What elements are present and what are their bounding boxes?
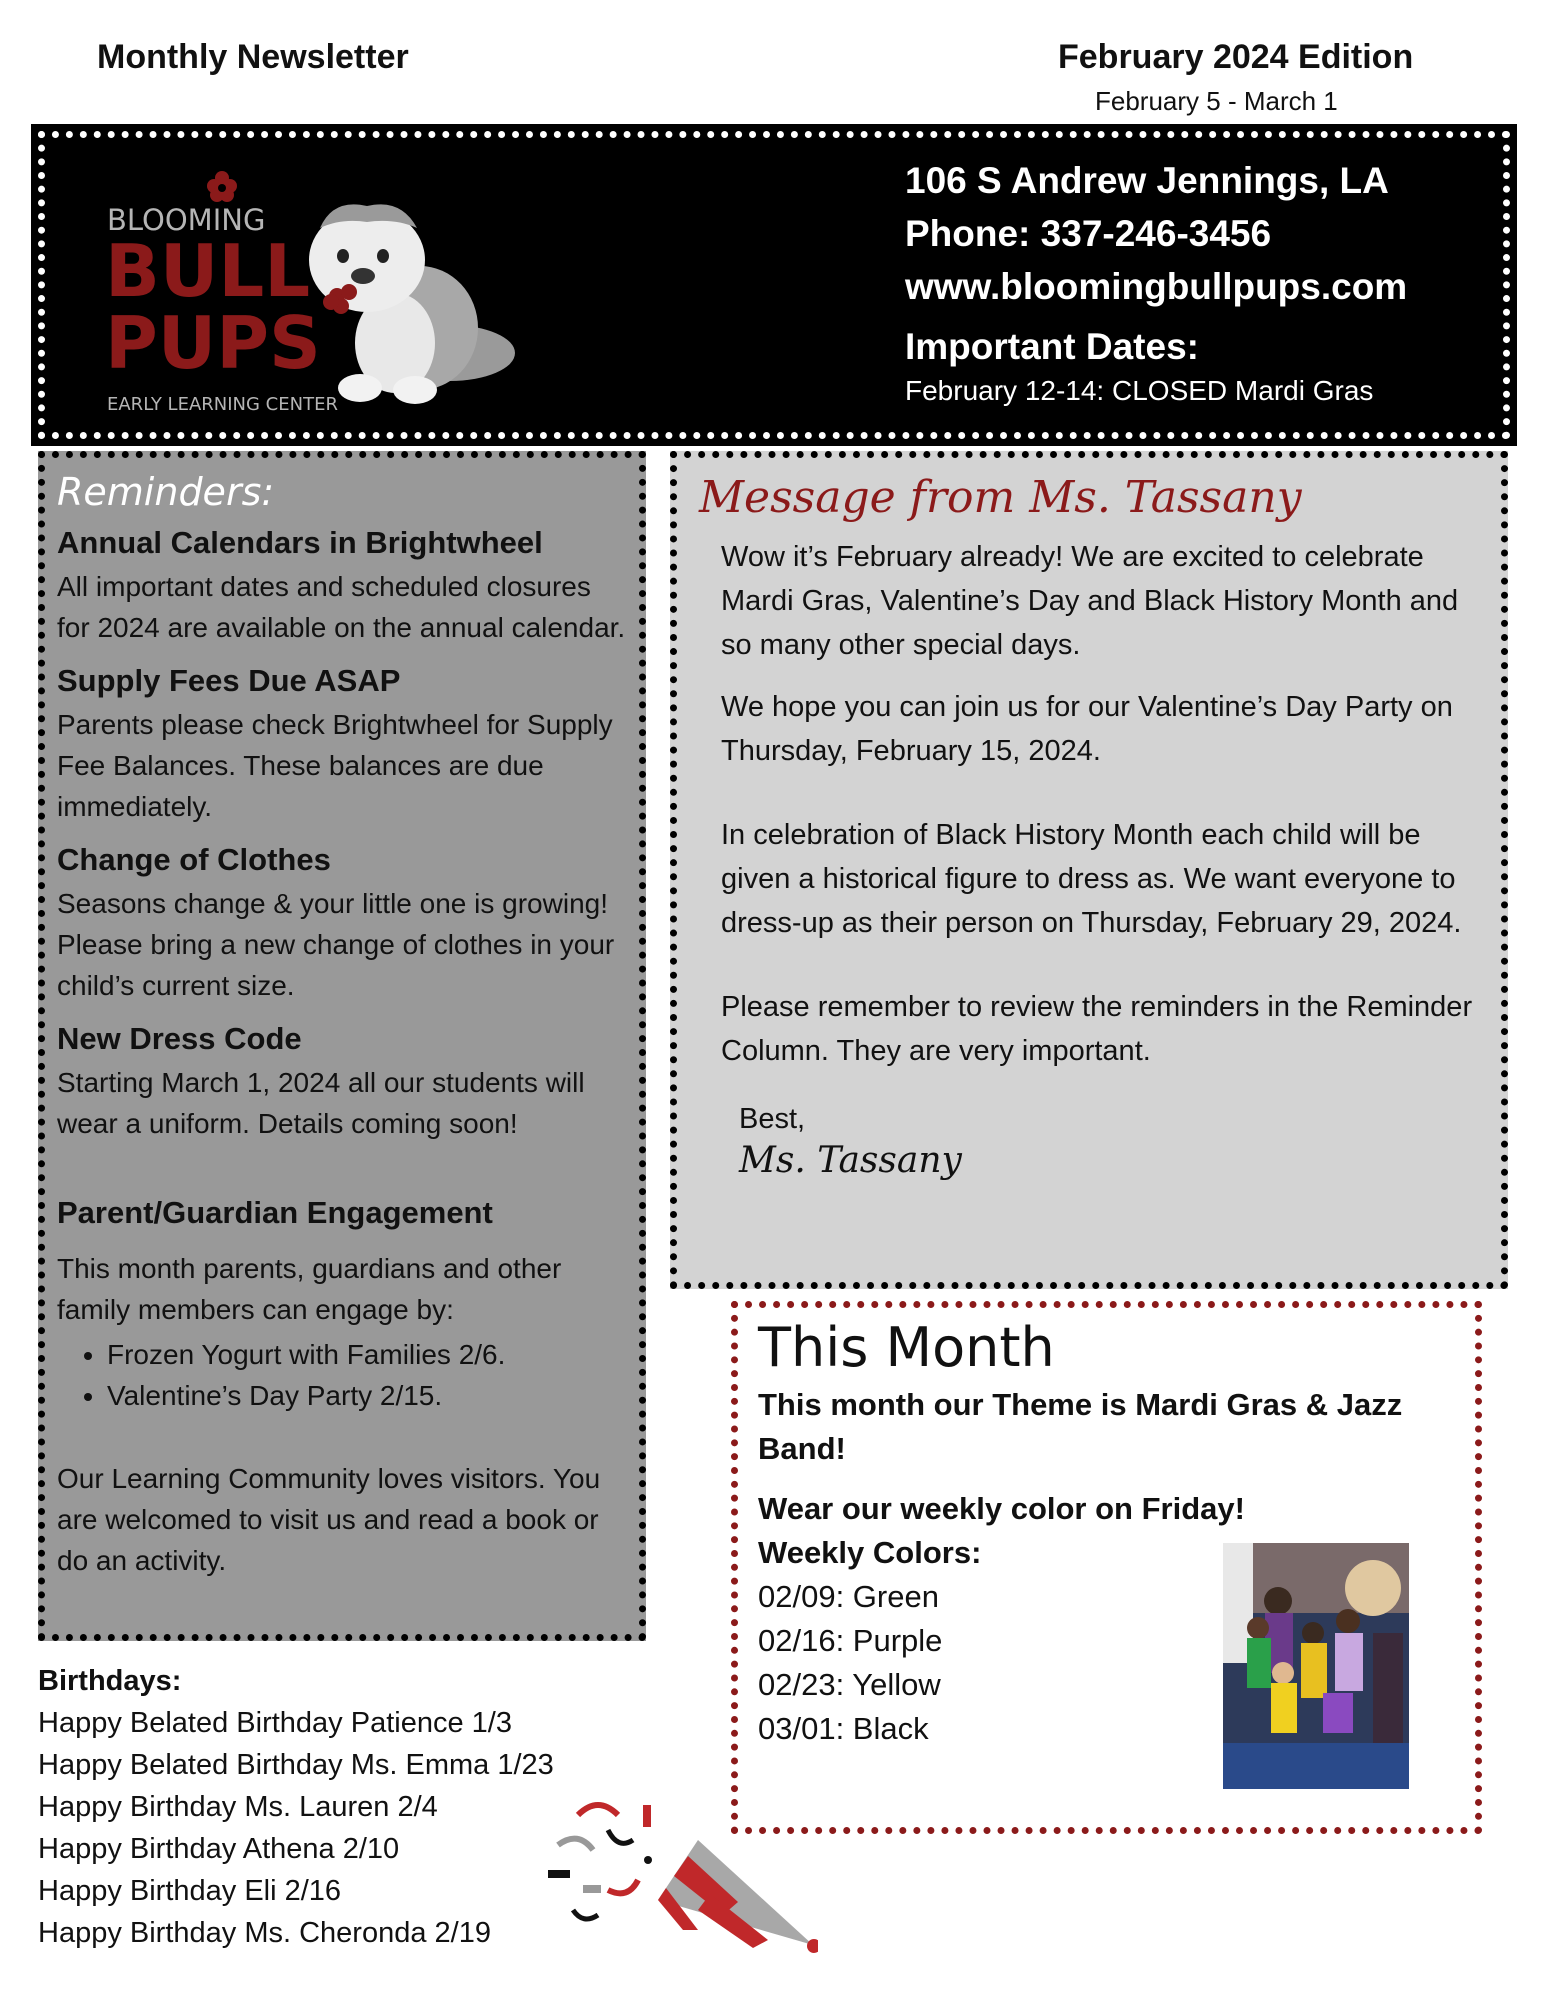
engagement-closing: Our Learning Community loves visitors. You are welcomed to visit us and read a book or do an activity. — [57, 1463, 601, 1576]
list-item: • Frozen Yogurt with Families 2/6. — [107, 1334, 629, 1375]
list-item: Happy Belated Birthday Patience 1/3 — [38, 1707, 512, 1739]
logo-top-text: BLOOMING — [107, 203, 266, 237]
birthdays-section — [38, 1660, 554, 1954]
edition-title: February 2024 Edition — [1058, 38, 1414, 76]
reminder-heading: Supply Fees Due ASAP — [57, 663, 401, 698]
message-column — [670, 451, 1508, 1289]
signature: Ms. Tassany — [739, 1140, 962, 1181]
reminder-body: All important dates and scheduled closures for 2024 are available on the annual calendar. — [57, 571, 626, 643]
list-item: Happy Birthday Athena 2/10 — [38, 1833, 400, 1865]
list-item: Happy Birthday Ms. Lauren 2/4 — [38, 1791, 438, 1823]
birthdays-heading: Birthdays: — [38, 1665, 182, 1697]
list-item: 02/23: Yellow — [758, 1667, 941, 1702]
message-closing: Best, — [739, 1103, 806, 1135]
logo-bottom-text: EARLY LEARNING CENTER — [107, 394, 338, 415]
reminders-title: Reminders: — [57, 470, 275, 514]
contact-info — [905, 154, 1407, 411]
party-hat-icon — [548, 1790, 818, 1965]
list-item: 03/01: Black — [758, 1711, 929, 1746]
date-range: February 5 - March 1 — [1095, 86, 1338, 116]
address: 106 S Andrew Jennings, LA — [905, 160, 1389, 201]
list-item: 02/16: Purple — [758, 1623, 943, 1658]
list-item: Happy Birthday Eli 2/16 — [38, 1875, 342, 1907]
weekly-colors-heading: Weekly Colors: — [758, 1535, 982, 1570]
reminder-heading: New Dress Code — [57, 1021, 302, 1056]
engagement-intro: This month parents, guardians and other family members can engage by: — [57, 1253, 562, 1325]
list-item: 02/09: Green — [758, 1579, 939, 1614]
reminder-heading: Change of Clothes — [57, 842, 331, 877]
header-banner — [38, 131, 1510, 439]
important-dates: February 12-14: CLOSED Mardi Gras — [905, 375, 1374, 406]
message-paragraph: Wow it’s February already! We are excited to celebrate Mardi Gras, Valentine’s Day and Black History Month and so many other special days. — [721, 541, 1459, 661]
newsletter-title: Monthly Newsletter — [97, 38, 409, 76]
bulldog-puppy-icon — [309, 204, 515, 404]
logo-line1: BULL — [105, 229, 311, 313]
flower-icon — [207, 171, 237, 202]
message-paragraph: Please remember to review the reminders in the Reminder Column. They are very important. — [721, 991, 1473, 1067]
weekly-prompt: Wear our weekly color on Friday! — [758, 1491, 1245, 1526]
message-paragraph: We hope you can join us for our Valentine’s Day Party on Thursday, February 15, 2024. — [721, 691, 1453, 767]
phone[interactable]: Phone: 337-246-3456 — [905, 213, 1272, 254]
important-dates-heading: Important Dates: — [905, 326, 1199, 367]
reminder-body: Parents please check Brightwheel for Supply Fee Balances. These balances are due immediately. — [57, 709, 613, 822]
theme-text: This month our Theme is Mardi Gras & Jazz Band! — [758, 1387, 1403, 1466]
children-photo — [1223, 1543, 1409, 1789]
reminder-body: Seasons change & your little one is growing! Please bring a new change of clothes in your child’s current size. — [57, 888, 615, 1001]
this-month-title: This Month — [758, 1316, 1055, 1379]
message-paragraph: In celebration of Black History Month each child will be given a historical figure to dress as. We want everyone to dress-up as their person on Thursday, February 29, 2024. — [721, 819, 1462, 939]
reminders-column — [38, 451, 646, 1641]
message-title: Message from Ms. Tassany — [699, 472, 1302, 523]
engagement-list — [57, 1334, 629, 1416]
reminder-heading: Annual Calendars in Brightwheel — [57, 525, 543, 560]
logo — [105, 168, 525, 418]
list-item: Happy Belated Birthday Ms. Emma 1/23 — [38, 1749, 554, 1781]
logo-line2: PUPS — [105, 301, 321, 385]
engagement-heading: Parent/Guardian Engagement — [57, 1195, 493, 1230]
website-link[interactable]: www.bloomingbullpups.com — [905, 266, 1408, 307]
list-item: • Valentine’s Day Party 2/15. — [107, 1375, 629, 1416]
reminder-body: Starting March 1, 2024 all our students will wear a uniform. Details coming soon! — [57, 1067, 585, 1139]
list-item: Happy Birthday Ms. Cheronda 2/19 — [38, 1917, 491, 1949]
this-month-box — [731, 1301, 1482, 1834]
